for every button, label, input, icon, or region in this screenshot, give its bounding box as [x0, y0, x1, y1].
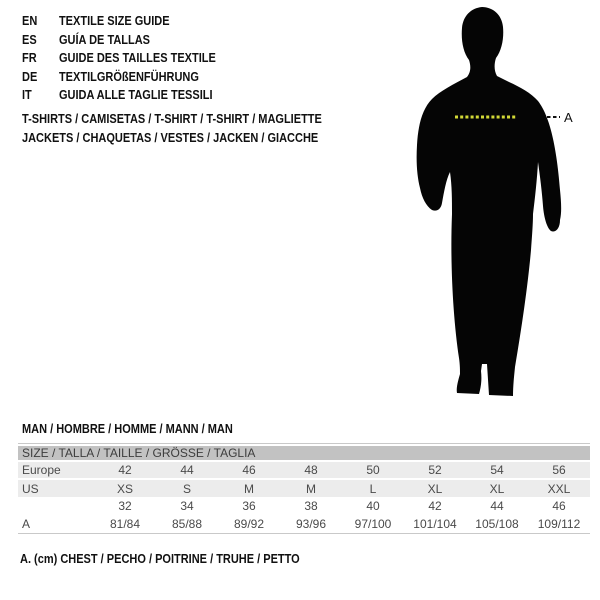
language-code: FR: [22, 51, 37, 65]
size-cell: 81/84: [109, 517, 141, 531]
size-cell: 54: [466, 461, 528, 479]
size-cell: 109/112: [537, 517, 581, 531]
category-block: [22, 110, 322, 147]
language-label: GUIDA ALLE TAGLIE TESSILI: [58, 88, 213, 102]
size-cell: M: [280, 479, 342, 497]
table-row: [18, 461, 590, 479]
size-cell: 32: [118, 499, 132, 513]
row-label: Europe: [18, 461, 94, 479]
man-silhouette-svg: [410, 4, 600, 402]
size-table-body: [18, 446, 590, 533]
size-cell: XXL: [528, 479, 590, 497]
category-tshirts-line: T-SHIRTS / CAMISETAS / T-SHIRT / T-SHIRT / MAGLIETTE: [22, 112, 322, 126]
section-title-man: MAN / HOMBRE / HOMME / MANN / MAN: [22, 422, 233, 436]
size-table-wrap: [18, 443, 590, 534]
language-code: ES: [22, 32, 37, 47]
language-code: DE: [22, 69, 38, 84]
size-cell: L: [342, 479, 404, 497]
language-label: TEXTILE SIZE GUIDE: [58, 14, 170, 28]
size-cell: 93/96: [295, 517, 327, 531]
size-table-header-row: [18, 446, 590, 461]
size-cell: XL: [466, 479, 528, 497]
size-cell: 42: [428, 499, 442, 513]
language-code: EN: [22, 14, 38, 28]
size-cell: 40: [366, 499, 380, 513]
size-cell: 56: [528, 461, 590, 479]
size-cell: 52: [404, 461, 466, 479]
row-label: A: [22, 517, 31, 531]
table-row: [18, 479, 590, 497]
table-row: [18, 515, 590, 533]
size-cell: 101/104: [413, 517, 457, 531]
size-table-header: SIZE / TALLA / TAILLE / GRÖSSE / TAGLIA: [18, 446, 590, 461]
language-row: [22, 31, 216, 50]
size-cell: 44: [156, 461, 218, 479]
size-cell: S: [156, 479, 218, 497]
language-label: GUIDE DES TAILLES TEXTILE: [58, 51, 216, 65]
size-cell: 38: [304, 499, 318, 513]
category-jackets-line: JACKETS / CHAQUETAS / VESTES / JACKEN / GIACCHE: [22, 130, 319, 145]
size-cell: 44: [490, 499, 504, 513]
language-label: TEXTILGRÖßENFÜHRUNG: [58, 69, 199, 84]
size-cell: 97/100: [354, 517, 392, 531]
language-code: IT: [22, 88, 32, 102]
size-cell: XL: [404, 479, 466, 497]
measure-label-a: A: [564, 110, 573, 125]
size-cell: 105/108: [475, 517, 519, 531]
size-cell: M: [218, 479, 280, 497]
size-table: [18, 446, 590, 533]
size-cell: 34: [180, 499, 194, 513]
language-label: GUÍA DE TALLAS: [58, 32, 151, 47]
language-row: [22, 12, 216, 31]
size-cell: 48: [280, 461, 342, 479]
table-row: [18, 497, 590, 515]
language-list: [22, 12, 216, 105]
man-silhouette: [417, 7, 562, 396]
size-cell: 46: [218, 461, 280, 479]
size-cell: 46: [552, 499, 566, 513]
size-cell: XS: [94, 479, 156, 497]
size-cell: 36: [242, 499, 256, 513]
language-row: [22, 49, 216, 68]
man-silhouette-figure: [410, 4, 600, 402]
row-label: US: [18, 479, 94, 497]
footnote-chest: A. (cm) CHEST / PECHO / POITRINE / TRUHE / PETTO: [20, 552, 300, 566]
language-row: [22, 86, 216, 105]
size-cell: 42: [94, 461, 156, 479]
size-cell: 50: [342, 461, 404, 479]
row-label: [18, 497, 94, 515]
language-row: [22, 68, 216, 87]
size-cell: 85/88: [171, 517, 203, 531]
size-cell: 89/92: [233, 517, 265, 531]
